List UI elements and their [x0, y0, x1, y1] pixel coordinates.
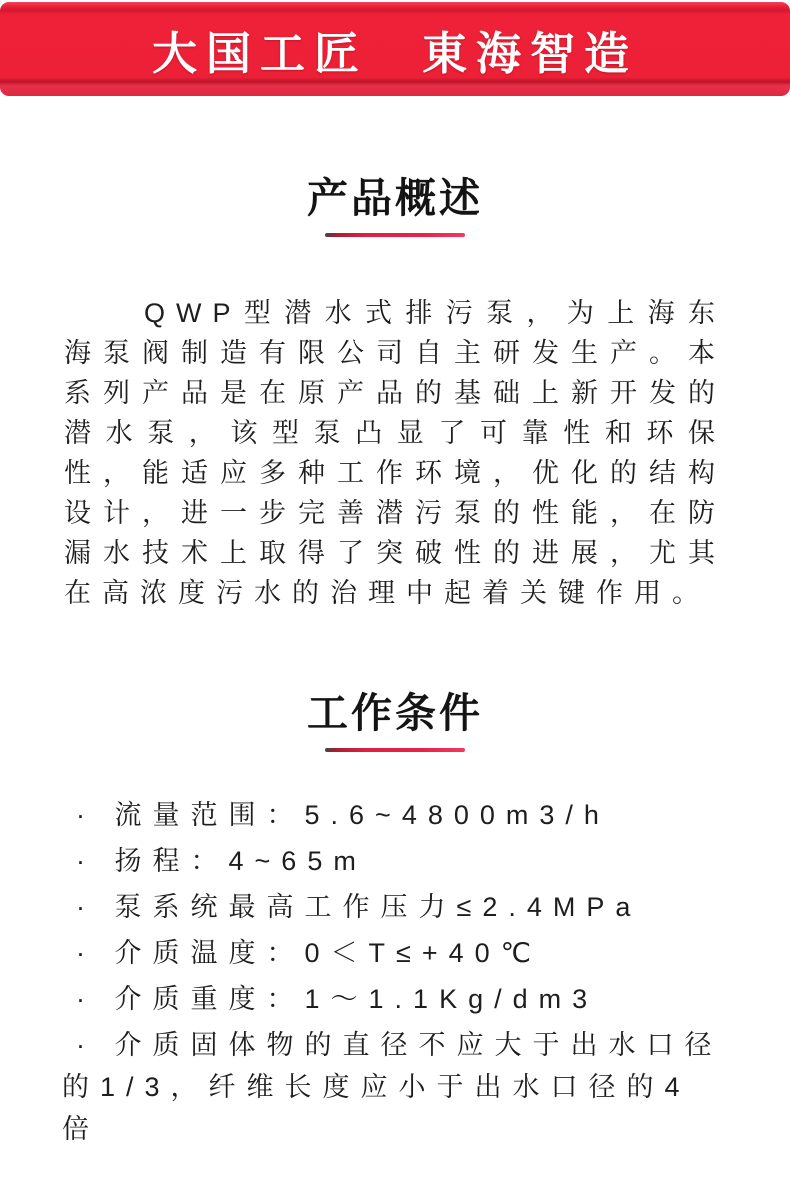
bullet-text: 介质重度：1～1.1Kg/dm3 [114, 984, 599, 1015]
bullet-marker: · [76, 846, 96, 877]
bullet-text: 介质温度：0＜T≤+40℃ [114, 938, 542, 969]
overview-title: 产品概述 [307, 175, 483, 221]
bullet-marker: · [76, 892, 96, 923]
conditions-section [0, 691, 790, 1150]
list-item [62, 1024, 728, 1150]
bullet-marker: · [76, 984, 96, 1015]
bullet-text: 扬程：4~65m [114, 846, 367, 877]
top-banner [0, 2, 790, 96]
overview-title-underline [325, 233, 465, 237]
banner-title: 大国工匠 東海智造 [151, 27, 638, 79]
list-item [62, 840, 728, 882]
product-detail-page [0, 2, 790, 1150]
bullet-text: 流量范围：5.6~4800m3/h [114, 800, 610, 831]
list-item [62, 932, 728, 974]
conditions-list [62, 794, 728, 1150]
list-item [62, 794, 728, 836]
conditions-title-underline [325, 748, 465, 752]
bullet-marker: · [76, 800, 96, 831]
overview-section [0, 176, 790, 613]
bullet-marker: · [76, 938, 96, 969]
bullet-marker: · [76, 1030, 96, 1061]
list-item [62, 978, 728, 1020]
overview-paragraph: QWP型潜水式排污泵，为上海东海泵阀制造有限公司自主研发生产。本系列产品是在原产品的基础上新开发的潜水泵，该型泵凸显了可靠性和环保性，能适应多种工作环境，优化的结构设计，进一步完善潜污泵的性能，在防漏水技术上取得了突破性的进展，尤其在高浓度污水的治理中起着关键作用。 [64, 298, 726, 609]
conditions-title: 工作条件 [307, 690, 483, 737]
list-item [62, 886, 728, 928]
bullet-text: 介质固体物的直径不应大于出水口径的1/3，纤维长度应小于出水口径的4倍 [62, 1030, 723, 1145]
bullet-text: 泵系统最高工作压力≤2.4MPa [114, 892, 642, 923]
